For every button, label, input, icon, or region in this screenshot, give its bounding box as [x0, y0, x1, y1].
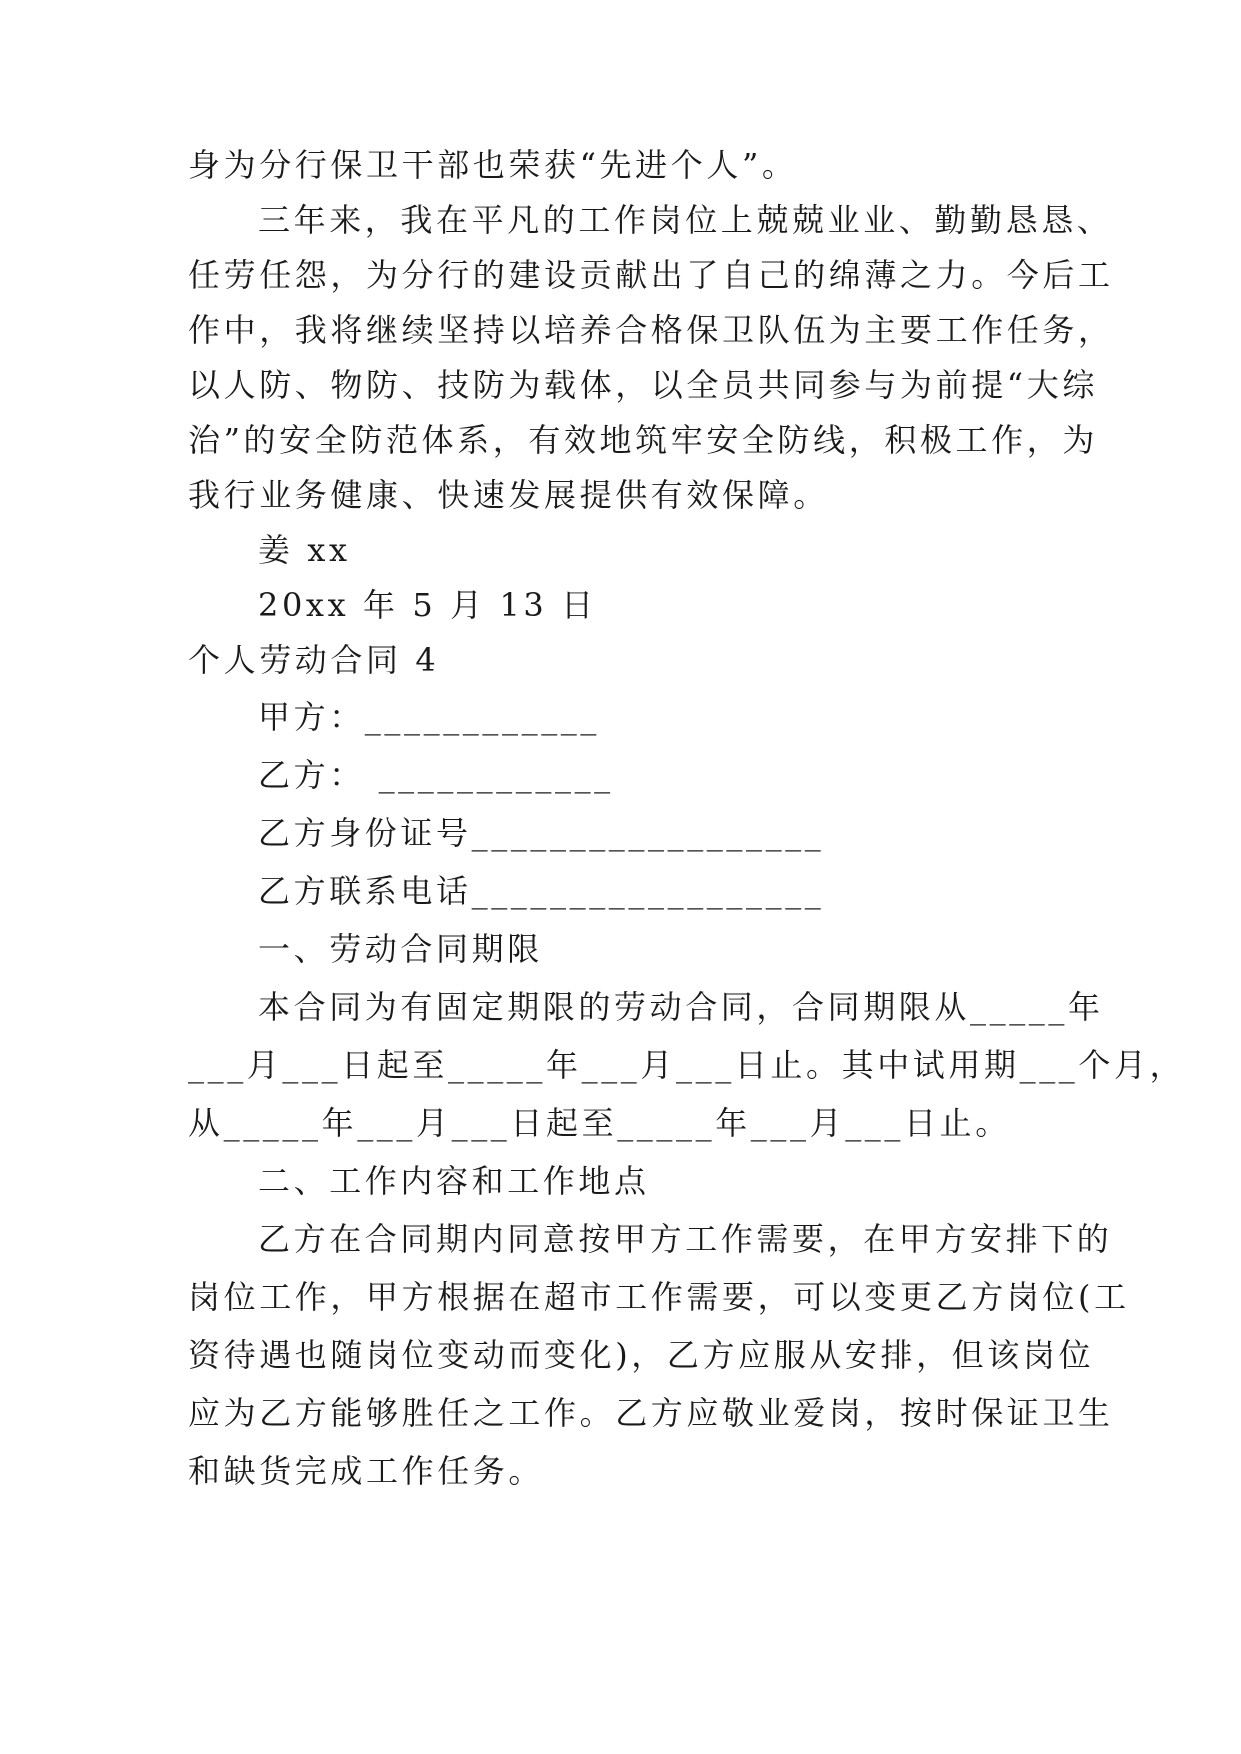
- paragraph-line: 从_____年___月___日起至_____年___月___日止。: [188, 1104, 1011, 1142]
- party-b-field: 乙方： ____________: [258, 756, 614, 794]
- paragraph-line: 乙方在合同期内同意按甲方工作需要，在甲方安排下的: [258, 1220, 1113, 1258]
- paragraph-line: 任劳任怨，为分行的建设贡献出了自己的绵薄之力。今后工: [188, 256, 1114, 294]
- paragraph-line: 三年来，我在平凡的工作岗位上兢兢业业、勤勤恳恳、: [258, 201, 1113, 239]
- party-b-phone-field: 乙方联系电话__________________: [258, 872, 825, 910]
- paragraph-line: 作中，我将继续坚持以培养合格保卫队伍为主要工作任务，: [188, 311, 1114, 349]
- paragraph-line: 身为分行保卫干部也荣获“先进个人”。: [188, 146, 798, 184]
- party-a-field: 甲方：____________: [258, 698, 601, 736]
- paragraph-line: ___月___日起至_____年___月___日止。其中试用期___个月，: [188, 1046, 1186, 1084]
- signature-date: 20xx 年 5 月 13 日: [258, 586, 597, 624]
- paragraph-line: 我行业务健康、快速发展提供有效保障。: [188, 476, 829, 514]
- section-heading: 一、劳动合同期限: [258, 930, 543, 968]
- paragraph-line: 资待遇也随岗位变动而变化)，乙方应服从安排，但该岗位: [188, 1336, 1095, 1374]
- paragraph-line: 岗位工作，甲方根据在超市工作需要，可以变更乙方岗位(工: [188, 1278, 1130, 1316]
- paragraph-line: 应为乙方能够胜任之工作。乙方应敬业爱岗，按时保证卫生: [188, 1394, 1114, 1432]
- paragraph-line: 治”的安全防范体系，有效地筑牢安全防线，积极工作，为: [188, 421, 1098, 459]
- paragraph-line: 本合同为有固定期限的劳动合同，合同期限从_____年: [258, 988, 1104, 1026]
- contract-title: 个人劳动合同 4: [188, 641, 440, 679]
- section-heading: 二、工作内容和工作地点: [258, 1162, 650, 1200]
- paragraph-line: 以人防、物防、技防为载体，以全员共同参与为前提“大综: [188, 366, 1098, 404]
- signature-name: 姜 xx: [258, 531, 351, 569]
- paragraph-line: 和缺货完成工作任务。: [188, 1452, 545, 1490]
- party-b-id-field: 乙方身份证号__________________: [258, 814, 825, 852]
